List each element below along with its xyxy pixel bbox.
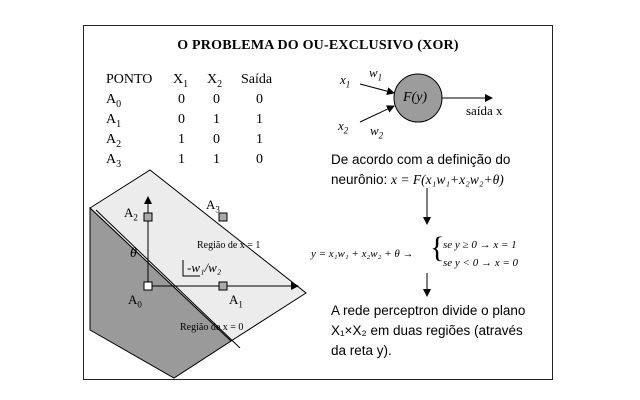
- row-point-label: $A_2$: [106, 132, 122, 150]
- row-x1-value: 0: [178, 92, 185, 107]
- definition-line1: De acordo com a definição do: [331, 152, 511, 167]
- theta-label: θ: [130, 246, 137, 261]
- header-x1: $X_1$: [173, 72, 189, 90]
- row-x1-value: 1: [178, 152, 185, 167]
- header-saida: Saída: [241, 72, 273, 87]
- row-point-label: $A_1$: [106, 112, 122, 130]
- point-a3-marker: [219, 213, 227, 221]
- slide-title: O PROBLEMA DO OU-EXCLUSIVO (XOR): [177, 38, 459, 53]
- header-ponto: PONTO: [106, 72, 153, 87]
- rule-case2: se y < 0 → x = 0: [443, 257, 519, 269]
- row-saida-value: 1: [256, 132, 263, 147]
- conclusion-line2: X₁×X₂ em duas regiões (através: [331, 323, 523, 338]
- rule-brace: {: [430, 231, 445, 264]
- row-x2-value: 1: [213, 152, 220, 167]
- row-point-label: $A_0$: [106, 92, 122, 110]
- point-a2-label: $A_2$: [124, 205, 138, 223]
- output-label: saída x: [466, 103, 503, 118]
- header-x2: $X_2$: [207, 72, 223, 90]
- row-x1-value: 0: [178, 112, 185, 127]
- label-w1: $w_1$: [369, 65, 383, 83]
- label-w2: $w_2$: [370, 123, 384, 141]
- conclusion-line1: A rede perceptron divide o plano: [331, 303, 526, 318]
- point-a1-marker: [219, 282, 227, 290]
- point-a3-label: $A_3$: [206, 197, 220, 215]
- row-saida-value: 0: [256, 152, 263, 167]
- conclusion-line3: da reta y).: [331, 343, 392, 358]
- region-x1-label: Região de x = 1: [197, 240, 261, 251]
- slope-label: -w₁/w₂: [187, 260, 222, 275]
- rule-case1: se y ≥ 0 → x = 1: [443, 239, 517, 251]
- point-a2-marker: [144, 213, 152, 221]
- neuron-label: F(y): [403, 90, 428, 105]
- row-saida-value: 1: [256, 112, 263, 127]
- definition-line2: neurônio: x = F(x₁w₁+x₂w₂+θ): [331, 172, 504, 187]
- row-x2-value: 0: [213, 132, 220, 147]
- row-point-label: $A_3$: [106, 152, 122, 170]
- region-x0-label: Região de x = 0: [180, 322, 244, 333]
- label-x2: $x_2$: [338, 118, 349, 136]
- row-x1-value: 1: [178, 132, 185, 147]
- rule-lhs: y = x₁w₁ + x₂w₂ + θ →: [311, 248, 414, 260]
- input-x2-arrow: [360, 106, 394, 122]
- row-x2-value: 0: [213, 92, 220, 107]
- label-x1: $x_1$: [340, 72, 351, 90]
- point-a1-label: $A_1$: [229, 292, 243, 310]
- row-saida-value: 0: [256, 92, 263, 107]
- row-x2-value: 1: [213, 112, 220, 127]
- point-a0-label: $A_0$: [128, 292, 142, 310]
- point-a0-marker: [144, 282, 152, 290]
